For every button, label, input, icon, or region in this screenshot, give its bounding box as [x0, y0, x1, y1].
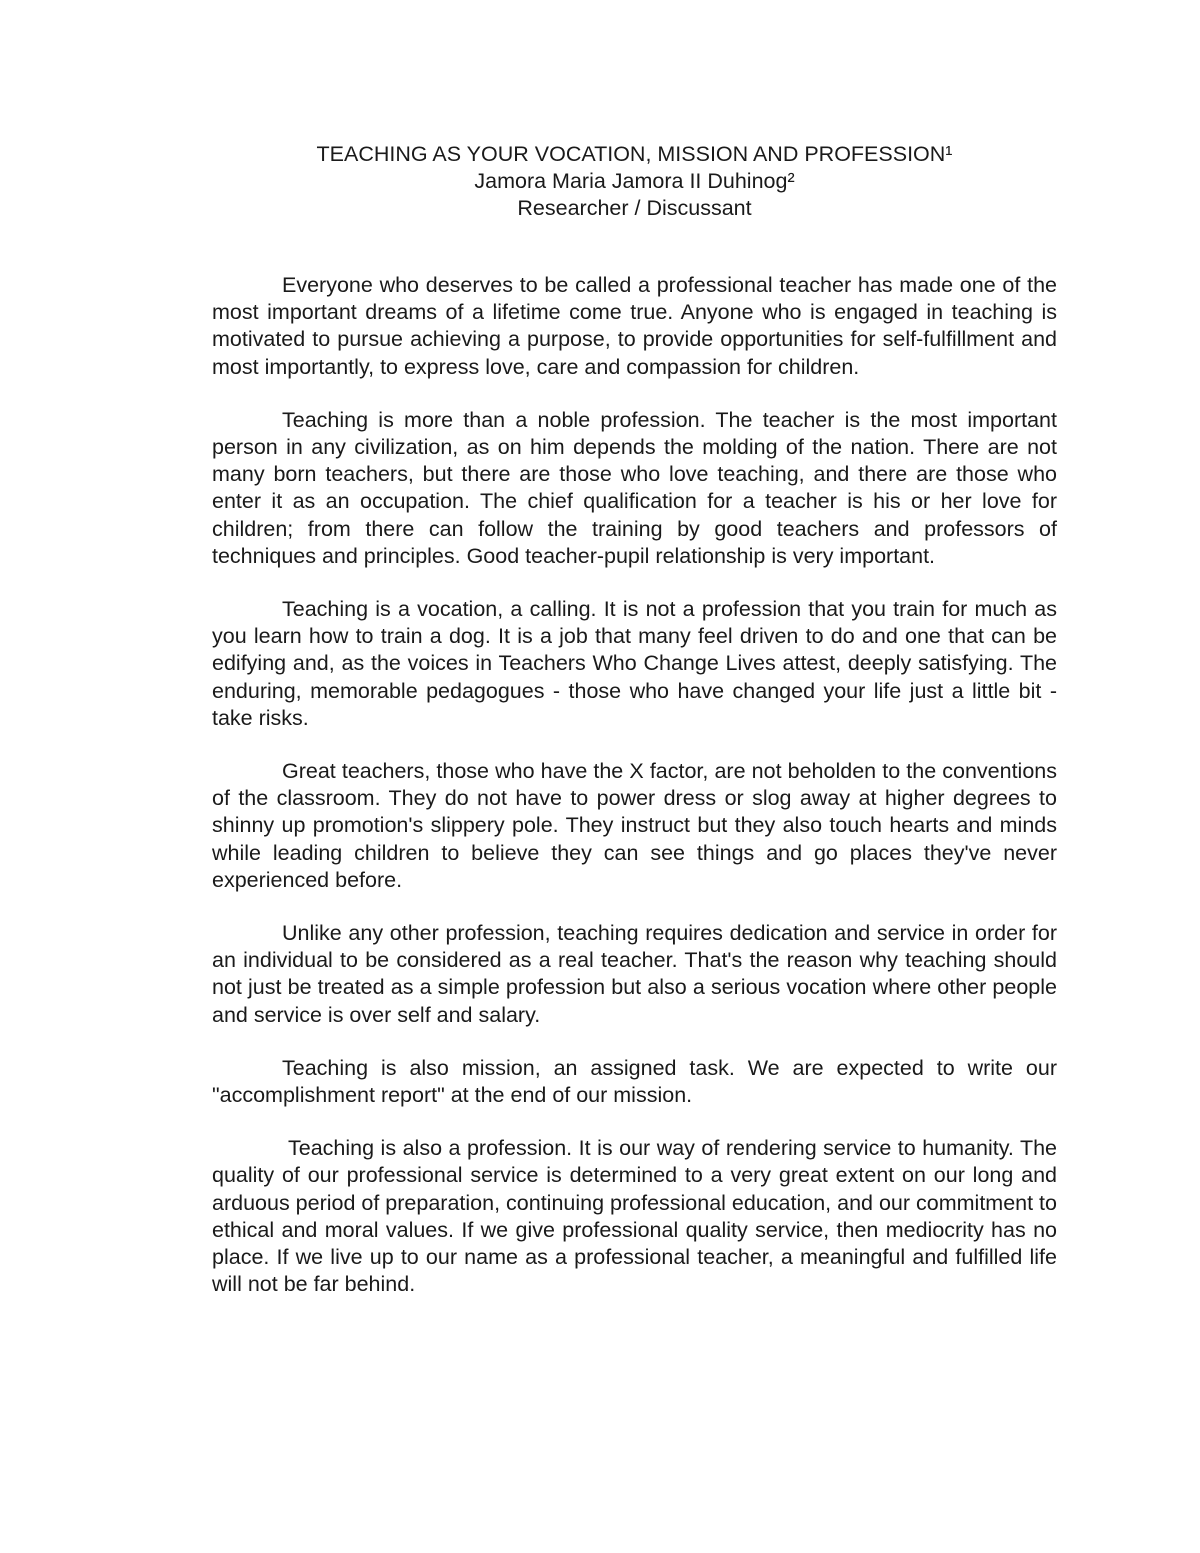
paragraph-2: Teaching is more than a noble profession. The teacher is the most important person in any civilization, as on him depends the molding of the nation. There are not many born teachers, but there are those who love teaching, and there are those who enter it as an occupation. The chief qualification for a teacher is his or her love for children; from there can follow the training by good teachers and professors of techniques and principles. Good teacher-pupil relationship is very important. — [212, 407, 1057, 568]
paragraph-6: Teaching is also mission, an assigned task. We are expected to write our "accomplishment report" at the end of our mission. — [212, 1055, 1057, 1108]
author-role: Researcher / Discussant — [517, 196, 752, 220]
paragraph-4: Great teachers, those who have the X factor, are not beholden to the conventions of the classroom. They do not have to power dress or slog away at higher degrees to shinny up promotion's slippery pole. They instruct but they also touch hearts and minds while leading children to believe they can see things and go places they've never experienced before. — [212, 759, 1057, 892]
paragraph-5: Unlike any other profession, teaching requires dedication and service in order for an individual to be considered as a real teacher. That's the reason why teaching should not just be treated as a simple profession but also a serious vocation where other people and service is over self and salary. — [212, 921, 1057, 1027]
author-name: Jamora Maria Jamora II Duhinog² — [474, 169, 795, 193]
paragraph-3: Teaching is a vocation, a calling. It is not a profession that you train for much as you learn how to train a dog. It is a job that many feel driven to do and one that can be edifying and, as the voices in Teachers Who Change Lives attest, deeply satisfying. The enduring, memorable pedagogues - those who have changed your life just a little bit - take risks. — [212, 597, 1057, 730]
paragraph-1: Everyone who deserves to be called a professional teacher has made one of the most important dreams of a lifetime come true. Anyone who is engaged in teaching is motivated to pursue achieving a purpose, to provide opportunities for self-fulfillment and most importantly, to express love, care and compassion for children. — [212, 273, 1057, 379]
document-header — [212, 141, 1057, 222]
document-title: TEACHING AS YOUR VOCATION, MISSION AND PROFESSION¹ — [316, 142, 953, 166]
paragraph-7: Teaching is also a profession. It is our way of rendering service to humanity. The quality of our professional service is determined to a very great extent on our long and arduous period of preparation, continuing professional education, and our commitment to ethical and moral values. If we give professional quality service, then mediocrity has no place. If we live up to our name as a professional teacher, a meaningful and fulfilled life will not be far behind. — [212, 1136, 1057, 1297]
document-page — [212, 141, 1057, 1325]
